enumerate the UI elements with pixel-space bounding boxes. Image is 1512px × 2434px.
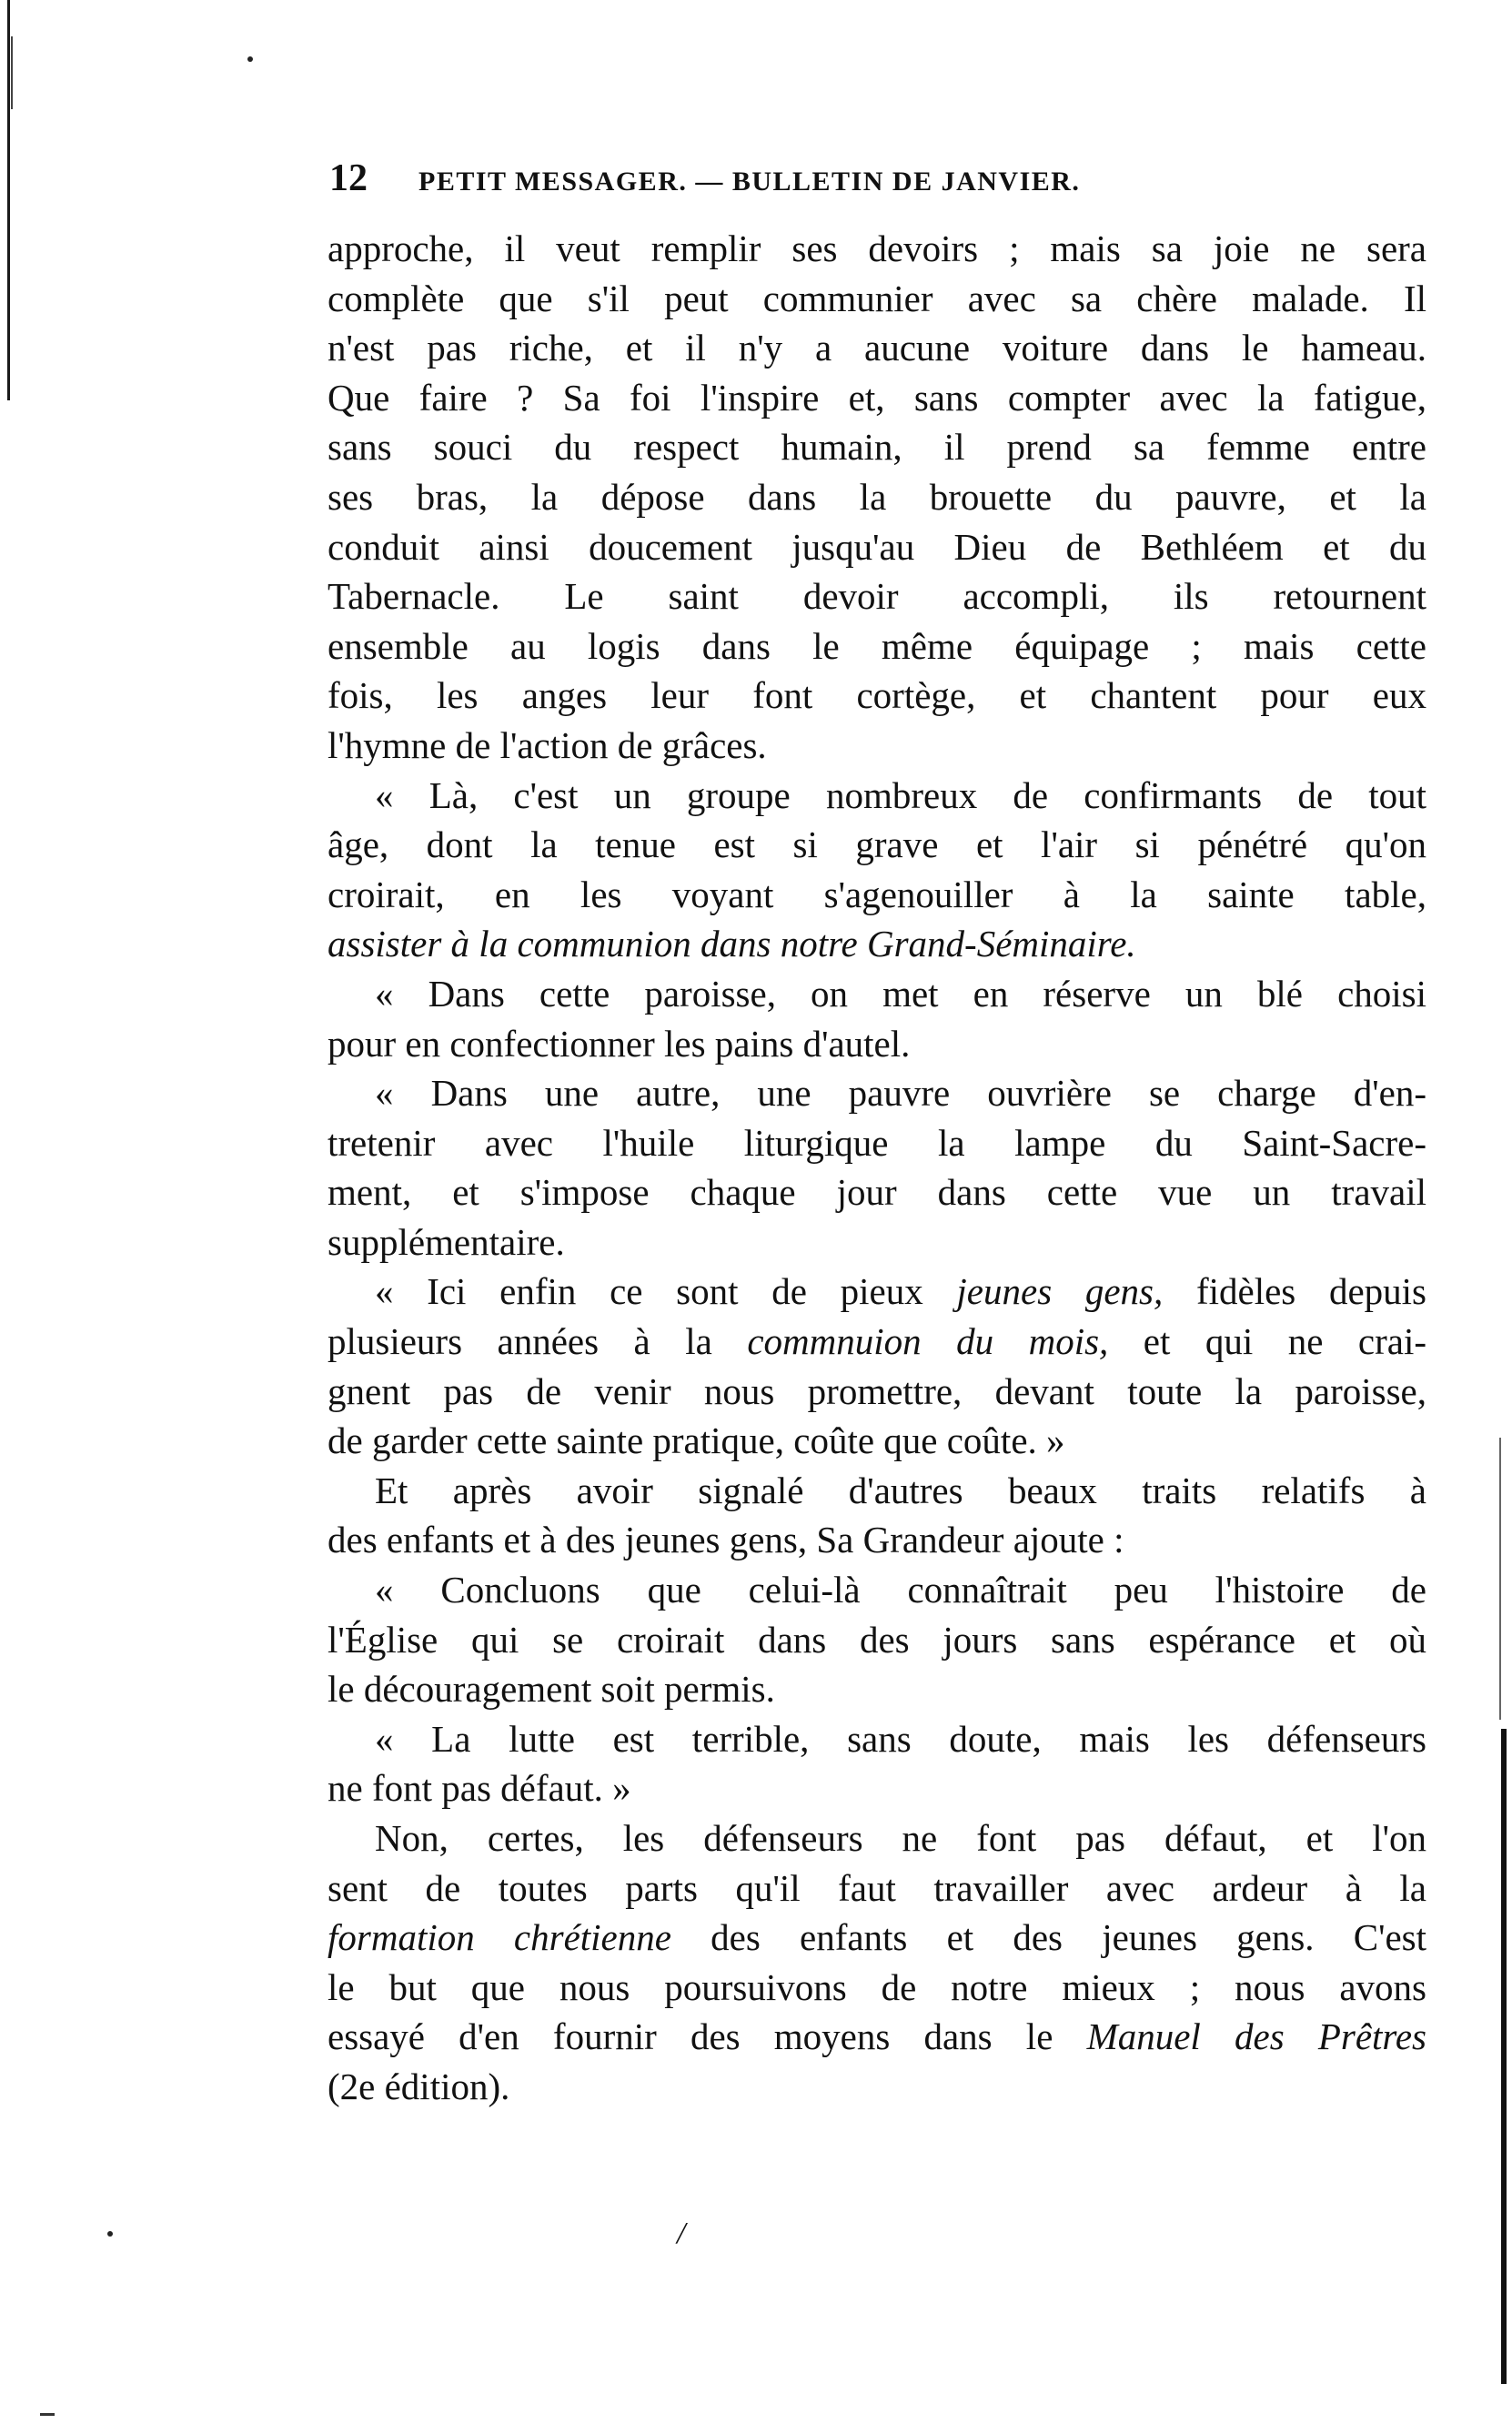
text-line: [328, 1615, 1426, 1665]
line-text: « Ici enfin ce sont de pieux: [375, 1270, 957, 1313]
page-header: [329, 157, 1357, 202]
line-text: tretenir avec l'huile liturgique la lampe du Saint-Sacre-: [328, 1121, 1426, 1164]
line-italic-text: Manuel des Prêtres: [1086, 2015, 1426, 2058]
line-text: l'Église qui se croirait dans des jours sans espérance et où: [328, 1618, 1426, 1661]
stray-mark: /: [677, 2217, 686, 2250]
text-line: [328, 1913, 1426, 1963]
text-line: [328, 224, 1426, 274]
line-text: n'est pas riche, et il n'y a aucune voiture dans le hameau.: [328, 327, 1426, 369]
line-text: « La lutte est terrible, sans doute, mais les défenseurs: [375, 1717, 1426, 1760]
body-text: [328, 224, 1426, 2112]
scan-speck: [247, 56, 253, 62]
line-text: « Dans cette paroisse, on met en réserve un blé choisi: [375, 972, 1426, 1015]
text-line: [328, 1416, 1426, 1466]
text-line: [328, 571, 1426, 621]
line-text: âge, dont la tenue est si grave et l'air si pénétré qu'on: [328, 823, 1426, 866]
page-number: 12: [329, 157, 368, 199]
text-line: [328, 1367, 1426, 1417]
line-text: (2e édition).: [328, 2065, 510, 2107]
text-line: [328, 820, 1426, 870]
line-text: gnent pas de venir nous promettre, devant toute la paroisse,: [328, 1369, 1426, 1412]
line-text: ensemble au logis dans le même équipage ; mais cette: [328, 624, 1426, 667]
text-line: [328, 671, 1426, 721]
text-line: [328, 1714, 1426, 1764]
scan-edge-left: [7, 0, 10, 400]
text-line: [328, 771, 1426, 821]
running-title: PETIT MESSAGER. — BULLETIN DE JANVIER.: [418, 167, 1081, 197]
text-line: [328, 1565, 1426, 1615]
line-text: sent de toutes parts qu'il faut travailler avec ardeur à la: [328, 1866, 1426, 1909]
line-text: des enfants et à des jeunes gens, Sa Grandeur ajoute :: [328, 1519, 1124, 1561]
text-line: [328, 422, 1426, 472]
line-text: conduit ainsi doucement jusqu'au Dieu de Bethléem et du: [328, 525, 1426, 568]
line-text: ment, et s'impose chaque jour dans cette vue un travail: [328, 1171, 1426, 1214]
text-line: [328, 274, 1426, 324]
line-text: pour en confectionner les pains d'autel.: [328, 1022, 911, 1065]
line-text: sans souci du respect humain, il prend sa femme entre: [328, 426, 1426, 469]
line-text: plusieurs années à la: [328, 1320, 748, 1363]
text-line: [328, 1763, 1426, 1813]
line-text: « Concluons que celui-là connaîtrait peu l'histoire de: [375, 1569, 1426, 1611]
text-line: [328, 721, 1426, 771]
text-line: [328, 1863, 1426, 1914]
scan-edge-right: [1501, 1729, 1507, 2384]
line-text: fois, les anges leur font cortège, et chantent pour eux: [328, 674, 1426, 717]
line-italic-text: formation chrétienne: [328, 1916, 671, 1959]
line-text: le découragement soit permis.: [328, 1668, 775, 1711]
line-text: Tabernacle. Le saint devoir accompli, ils retournent: [328, 575, 1426, 618]
text-line: [328, 373, 1426, 423]
text-line: [328, 522, 1426, 572]
line-text: de garder cette sainte pratique, coûte que coûte. »: [328, 1419, 1065, 1462]
text-line: [328, 472, 1426, 522]
text-line: [328, 1813, 1426, 1863]
scan-edge-left-mark: [11, 36, 13, 109]
text-line: [328, 1466, 1426, 1516]
text-line: [328, 919, 1426, 969]
text-line: [328, 1515, 1426, 1565]
line-text: Que faire ? Sa foi l'inspire et, sans compter avec la fatigue,: [328, 376, 1426, 419]
text-line: [328, 1019, 1426, 1069]
line-text: le but que nous poursuivons de notre mieux ; nous avons: [328, 1965, 1426, 2008]
line-text: Non, certes, les défenseurs ne font pas défaut, et l'on: [375, 1817, 1426, 1859]
line-text: essayé d'en fournir des moyens dans le: [328, 2015, 1087, 2058]
text-line: [328, 969, 1426, 1019]
line-text: complète que s'il peut communier avec sa chère malade. Il: [328, 277, 1426, 319]
line-text: croirait, en les voyant s'agenouiller à la sainte table,: [328, 873, 1426, 915]
line-text: Et après avoir signalé d'autres beaux traits relatifs à: [375, 1469, 1426, 1511]
line-italic-text: commnuion du mois,: [747, 1320, 1109, 1363]
text-line: [328, 1217, 1426, 1267]
line-text: l'hymne de l'action de grâces.: [328, 723, 767, 766]
scan-speck: [107, 2231, 113, 2237]
line-text-after: des enfants et des jeunes gens. C'est: [670, 1916, 1426, 1959]
text-line: [328, 1317, 1426, 1367]
line-text: ne font pas défaut. »: [328, 1767, 631, 1810]
scan-edge-right-thin: [1499, 1438, 1501, 1720]
scan-dash: [40, 2413, 55, 2416]
line-text: supplémentaire.: [328, 1220, 565, 1263]
text-line: [328, 1118, 1426, 1168]
line-italic-text: jeunes gens,: [956, 1270, 1164, 1313]
line-text: approche, il veut remplir ses devoirs ; mais sa joie ne sera: [328, 227, 1426, 269]
text-line: [328, 2062, 1426, 2112]
text-line: [328, 1068, 1426, 1118]
line-text-after: fidèles depuis: [1163, 1270, 1426, 1313]
text-line: [328, 2012, 1426, 2062]
text-line: [328, 323, 1426, 373]
line-text: « Là, c'est un groupe nombreux de confirmants de tout: [375, 773, 1426, 816]
line-text: « Dans une autre, une pauvre ouvrière se charge d'en-: [375, 1072, 1426, 1115]
text-line: [328, 870, 1426, 920]
text-line: [328, 1167, 1426, 1217]
text-line: [328, 1664, 1426, 1714]
line-italic-text: assister à la communion dans notre Grand-Séminaire.: [328, 923, 1136, 965]
line-text: ses bras, la dépose dans la brouette du pauvre, et la: [328, 475, 1426, 518]
text-line: [328, 1267, 1426, 1317]
text-line: [328, 1963, 1426, 2013]
line-text-after: et qui ne crai-: [1108, 1320, 1426, 1363]
text-line: [328, 621, 1426, 672]
